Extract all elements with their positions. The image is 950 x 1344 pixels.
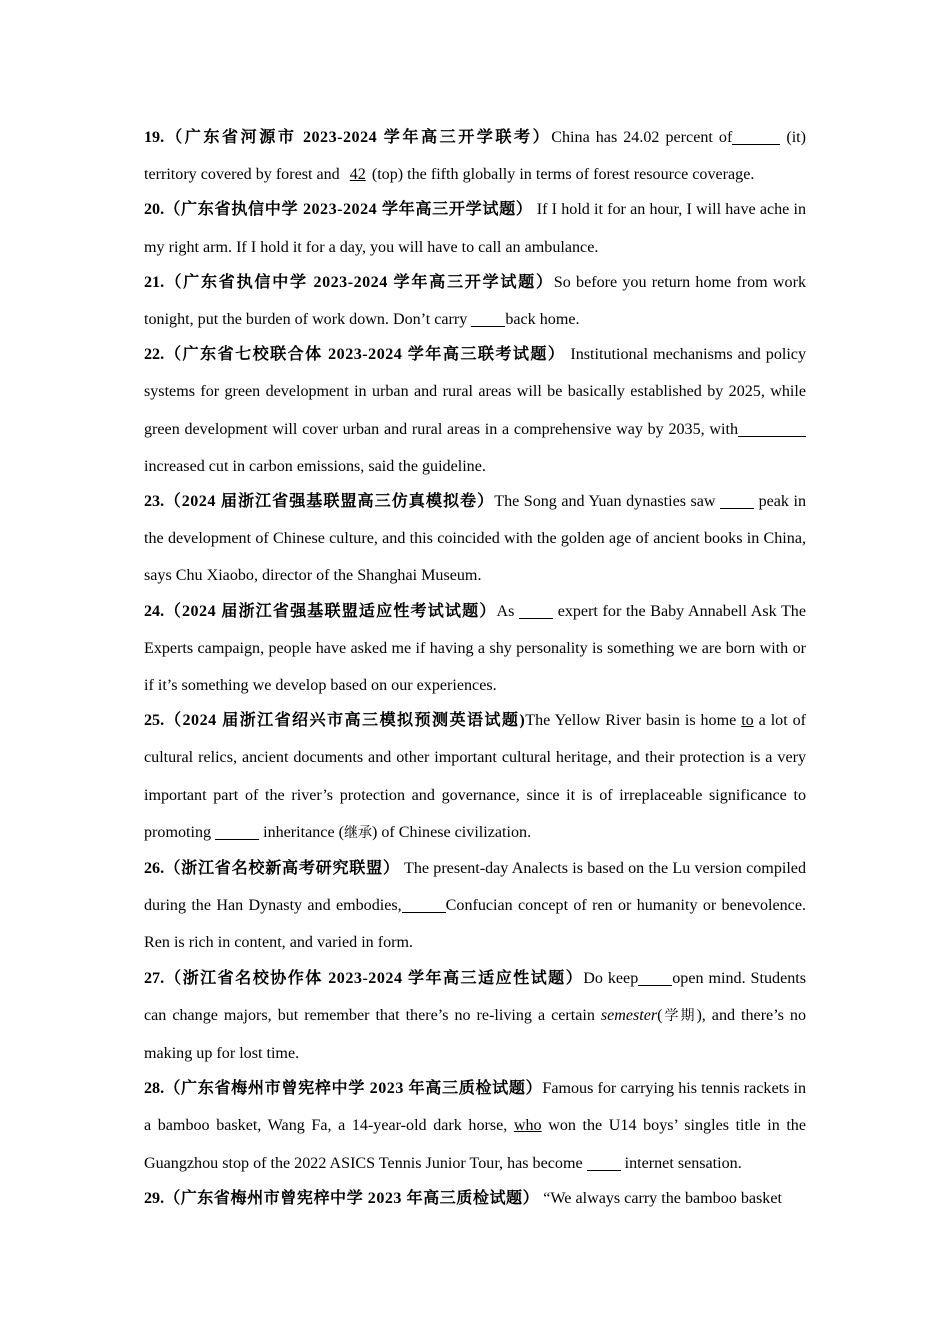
underlined-word: who	[513, 1117, 542, 1135]
chinese-gloss: 学期	[662, 1007, 697, 1024]
question-source: （广东省执信中学 2023-2024 学年高三开学试题）	[164, 273, 554, 291]
question-text: China has 24.02 percent of	[551, 129, 733, 146]
question-number: 28.	[144, 1080, 165, 1098]
question-text: (it) territory covered by forest and	[144, 129, 807, 184]
question-text: ), and there’s no making up for lost time.	[144, 1006, 807, 1063]
question-number: 27.	[144, 969, 165, 987]
question-20	[144, 191, 806, 265]
question-text: The present-day Analects is based on the Lu version compiled during the Han Dynasty and embodies,	[144, 860, 806, 915]
question-28	[144, 1070, 806, 1182]
question-text: internet sensation.	[620, 1154, 742, 1172]
question-25	[144, 702, 806, 852]
question-number: 22.	[144, 346, 165, 364]
question-text: ) of Chinese civilization.	[371, 823, 532, 841]
answer-blank	[402, 896, 446, 913]
question-23	[144, 483, 806, 595]
question-text: won the U14 boys’ singles title in the Guangzhou stop of the 2022 ASICS Tennis Junior Tour, has become	[144, 1117, 806, 1172]
answer-blank	[471, 310, 505, 327]
question-27	[144, 960, 806, 1073]
question-text: a lot of cultural relics, ancient documents and other important cultural heritage, and their protection is a very important part of the river’s protection and governance, since it is of irreplaceable significance to promoting	[144, 712, 807, 841]
answer-blank	[215, 823, 259, 840]
question-24	[144, 593, 806, 705]
underlined-word: to	[741, 712, 754, 730]
question-number: 20.	[144, 201, 165, 219]
question-source: （2024 届浙江省强基联盟适应性考试试题）	[164, 602, 497, 620]
question-text: “We always carry the bamboo basket	[539, 1189, 782, 1207]
question-source: （广东省梅州市曾宪梓中学 2023 年高三质检试题）	[164, 1189, 540, 1207]
answer-blank	[732, 128, 780, 145]
question-list	[144, 119, 806, 1215]
question-text: peak in the development of Chinese culture, and this coincided with the golden age of ancient books in China, says Chu Xiaobo, director of the Shanghai Museum.	[144, 493, 806, 585]
question-source: （2024 届浙江省绍兴市高三模拟预测英语试题)	[164, 712, 526, 730]
answer-blank	[519, 602, 553, 619]
question-text: increased cut in carbon emissions, said the guideline.	[144, 457, 486, 475]
question-number: 19.	[144, 129, 165, 146]
question-number: 26.	[144, 860, 165, 878]
question-text: Confucian concept of ren or humanity or benevolence. Ren is rich in content, and varied in form.	[144, 897, 806, 952]
question-text: Do keep	[583, 969, 639, 987]
question-source: （广东省执信中学 2023-2024 学年高三开学试题）	[164, 201, 533, 219]
question-text: (	[657, 1006, 663, 1024]
question-text: So before you return home from work tonight, put the burden of work down. Don’t carry	[144, 273, 807, 329]
question-text: Famous for carrying his tennis rackets in a bamboo basket, Wang Fa, a 14-year-old dark horse,	[144, 1080, 806, 1135]
answer-blank	[587, 1154, 621, 1171]
question-text: The Song and Yuan dynasties saw	[494, 493, 721, 511]
question-number: 23.	[144, 493, 165, 511]
question-text: inheritance (	[259, 823, 344, 841]
question-text: The Yellow River basin is home	[525, 712, 742, 730]
question-text: As	[496, 602, 520, 620]
question-number: 29.	[144, 1189, 165, 1207]
question-source: （广东省七校联合体 2023-2024 学年高三联考试题）	[164, 346, 566, 364]
question-text: open mind. Students can change majors, but remember that there’s no re-living a certain	[144, 969, 806, 1024]
question-26	[144, 850, 806, 962]
question-source: （广东省梅州市曾宪梓中学 2023 年高三质检试题）	[164, 1080, 543, 1098]
question-number: 21.	[144, 273, 165, 291]
question-text: back home.	[505, 311, 580, 329]
question-text: expert for the Baby Annabell Ask The Experts campaign, people have asked me if having a shy personality is something we are born with or if it’s something we develop based on our experiences.	[144, 602, 806, 695]
question-source: （广东省河源市 2023-2024 学年高三开学联考）	[164, 129, 552, 146]
question-number: 24.	[144, 602, 165, 620]
answer-blank	[638, 969, 672, 986]
question-text: (top) the fifth globally in terms of forest resource coverage.	[371, 166, 755, 184]
answer-blank	[738, 420, 806, 437]
question-source: （2024 届浙江省强基联盟高三仿真模拟卷）	[164, 493, 495, 511]
question-21	[144, 264, 806, 338]
question-19	[144, 119, 806, 193]
question-source: （浙江省名校新高考研究联盟）	[164, 860, 400, 878]
question-29	[144, 1180, 806, 1217]
question-text: Institutional mechanisms and policy systems for green development in urban and rural areas will be basically established by 2025, while green development will cover urban and rural areas in a comprehensive way by 2035, with	[144, 346, 806, 438]
question-text: If I hold it for an hour, I will have ache in my right arm. If I hold it for a day, you will have to call an ambulance.	[144, 201, 806, 256]
italic-term: semester	[600, 1006, 658, 1024]
question-source: （浙江省名校协作体 2023-2024 学年高三适应性试题）	[164, 969, 584, 987]
question-number: 25.	[144, 712, 165, 730]
answer-blank	[720, 492, 754, 509]
filled-answer: 42	[349, 166, 366, 184]
chinese-gloss: 继承	[343, 824, 372, 841]
question-22	[144, 336, 806, 485]
